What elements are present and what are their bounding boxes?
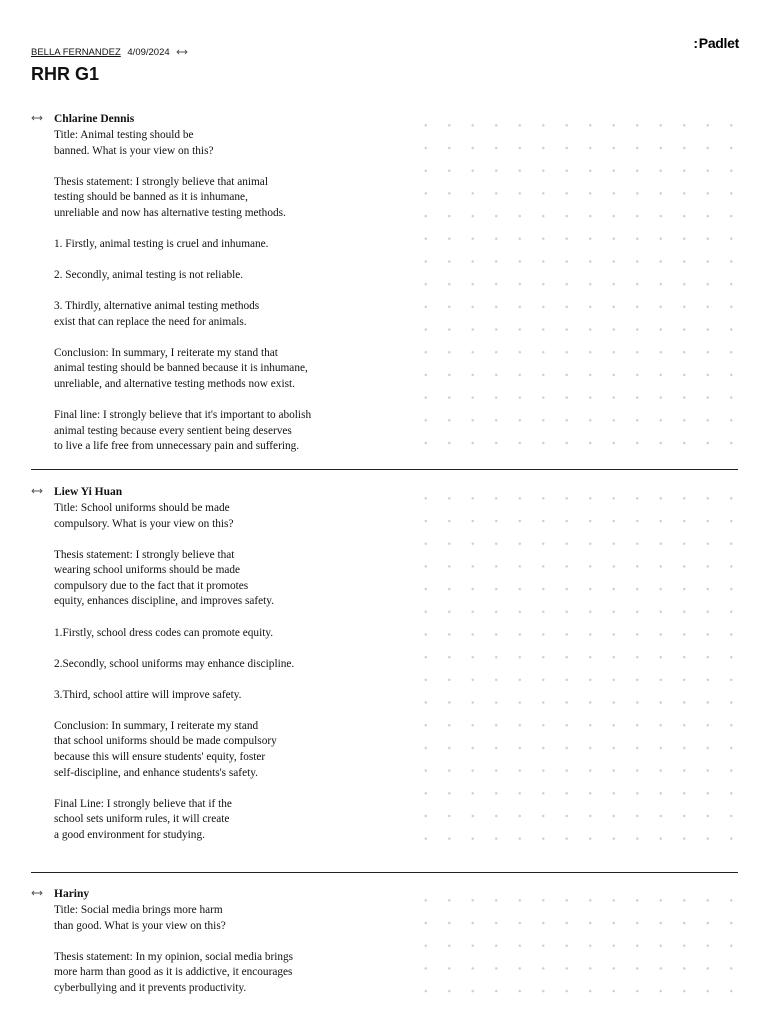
post-line: Thesis statement: I strongly believe that (54, 548, 235, 561)
drag-arrows-icon[interactable] (31, 114, 43, 122)
expand-arrows-icon (176, 48, 188, 56)
post-line: than good. What is your view on this? (54, 919, 226, 932)
post-author: Chlarine Dennis (54, 113, 135, 125)
post-line: wearing school uniforms should be made (54, 564, 241, 577)
post-paragraph (54, 626, 384, 642)
post-paragraph (54, 175, 384, 222)
post-divider (31, 469, 738, 470)
padlet-logo[interactable] (693, 35, 739, 51)
drag-arrows-icon[interactable] (31, 487, 43, 495)
post-line: self-discipline, and enhance students's safety. (54, 766, 258, 779)
padlet-logo-mark: : (693, 35, 698, 51)
post-paragraph (54, 719, 384, 781)
padlet-logo-text: Padlet (698, 35, 739, 51)
post-paragraph (54, 501, 384, 532)
post-line: 1. Firstly, animal testing is cruel and inhumane. (54, 237, 269, 250)
post-paragraph (54, 950, 384, 997)
post-body (54, 128, 384, 470)
post-line: banned. What is your view on this? (54, 144, 214, 157)
dot-grid (414, 487, 736, 854)
post-line: animal testing should be banned because it is inhumane, (54, 362, 308, 375)
post-line: a good environment for studying. (54, 828, 205, 841)
post-paragraph (54, 237, 384, 253)
post-line: more harm than good as it is addictive, it encourages (54, 966, 293, 979)
post-line: because this will ensure students' equity, foster (54, 751, 266, 764)
post-line: Conclusion: In summary, I reiterate my stand that (54, 346, 278, 359)
drag-arrows-icon[interactable] (31, 889, 43, 897)
post-line: Title: Animal testing should be (54, 129, 194, 141)
post-paragraph (54, 548, 384, 610)
post-line: testing should be banned as it is inhumane, (54, 191, 248, 204)
post-line: compulsory. What is your view on this? (54, 517, 234, 530)
post-line: compulsory due to the fact that it promotes (54, 579, 249, 592)
post-line: that school uniforms should be made compulsory (54, 735, 277, 748)
post-author: Liew Yi Huan (54, 486, 123, 498)
post-card[interactable] (31, 113, 739, 458)
post-line: cyberbullying and it prevents productivity. (54, 981, 247, 994)
post-line: 3.Third, school attire will improve safety. (54, 688, 242, 701)
post-body (54, 501, 384, 859)
post-line: exist that can replace the need for animals. (54, 315, 247, 328)
post-line: Conclusion: In summary, I reiterate my stand (54, 719, 259, 732)
post-line: Final Line: I strongly believe that if the (54, 797, 232, 810)
post-card[interactable] (31, 486, 739, 854)
post-line: school sets uniform rules, it will create (54, 813, 230, 826)
post-line: 2. Secondly, animal testing is not reliable. (54, 269, 244, 282)
board-meta (31, 47, 188, 58)
post-line: 3. Thirdly, alternative animal testing methods (54, 300, 260, 313)
post-line: 2.Secondly, school uniforms may enhance discipline. (54, 657, 295, 670)
board-date: 4/09/2024 (127, 47, 170, 58)
post-line: to live a life free from unnecessary pain and suffering. (54, 440, 300, 453)
post-paragraph (54, 688, 384, 704)
board-author-link[interactable]: BELLA FERNANDEZ (31, 47, 121, 58)
post-line: Title: School uniforms should be made (54, 502, 230, 514)
board-header (31, 35, 739, 94)
post-line: 1.Firstly, school dress codes can promote equity. (54, 626, 274, 639)
post-line: equity, enhances discipline, and improves safety. (54, 595, 275, 608)
post-paragraph (54, 797, 384, 844)
post-line: unreliable, and alternative testing methods now exist. (54, 378, 295, 391)
post-paragraph (54, 657, 384, 673)
post-line: animal testing because every sentient being deserves (54, 424, 292, 437)
post-body (54, 903, 384, 1012)
post-divider (31, 872, 738, 873)
dot-grid (414, 889, 736, 997)
post-paragraph (54, 268, 384, 284)
post-line: Title: Social media brings more harm (54, 904, 223, 916)
post-line: unreliable and now has alternative testing methods. (54, 206, 286, 219)
post-paragraph (54, 299, 384, 330)
post-paragraph (54, 903, 384, 934)
post-paragraph (54, 346, 384, 393)
post-card[interactable] (31, 888, 739, 1000)
post-paragraph (54, 128, 384, 159)
post-line: Final line: I strongly believe that it's important to abolish (54, 409, 312, 422)
board-title: RHR G1 (31, 64, 100, 84)
post-paragraph (54, 408, 384, 455)
post-author: Hariny (54, 888, 90, 900)
post-line: Thesis statement: I strongly believe that animal (54, 175, 268, 188)
dot-grid (414, 114, 736, 458)
post-line: Thesis statement: In my opinion, social media brings (54, 950, 294, 963)
